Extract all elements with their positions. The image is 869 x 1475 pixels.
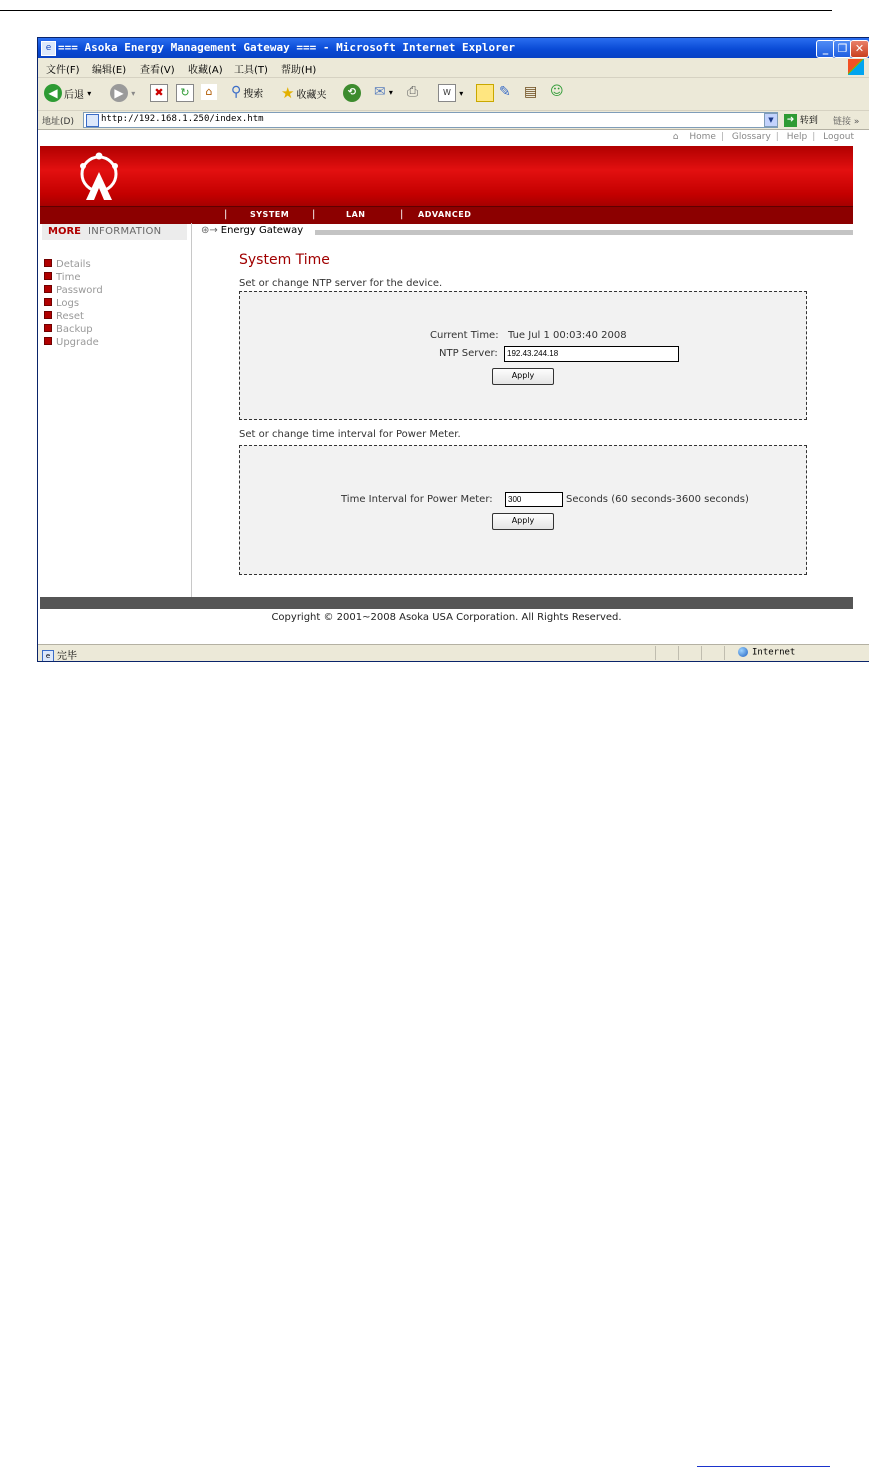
main-nav: | SYSTEM | LAN | ADVANCED [40,206,853,224]
link-glossary[interactable]: Glossary [731,132,771,142]
status-text: e 完毕 [42,647,77,662]
sidebar-item-upgrade[interactable]: Upgrade [44,336,103,349]
interval-hint: Seconds (60 seconds-3600 seconds) [566,494,749,505]
bullet-icon [44,311,52,319]
stop-icon: ✖ [150,84,168,102]
asoka-logo-icon [72,150,126,204]
menu-favorites[interactable]: 收藏(A) [188,65,223,76]
address-dropdown-icon[interactable]: ▼ [764,113,778,127]
nav-advanced[interactable]: ADVANCED [418,210,472,219]
menu-tools[interactable]: 工具(T) [234,65,268,76]
media-button[interactable] [524,84,537,104]
bullet-icon [44,324,52,332]
menu-view[interactable]: 查看(V) [140,65,175,76]
breadcrumb-arrow-icon: ⊛→ [201,225,218,236]
maximize-button[interactable]: ❐ [833,40,852,58]
header-banner [40,146,853,206]
links-button[interactable]: 链接 » [833,117,860,127]
link-logout[interactable]: Logout [823,132,854,142]
bullet-icon [44,298,52,306]
edit-button[interactable]: W ▾ [438,84,463,104]
bullet-icon [44,285,52,293]
interval-apply-button[interactable]: Apply [492,513,554,530]
sidebar-item-time[interactable]: Time [44,271,103,284]
window-title: === Asoka Energy Management Gateway === - Microsoft Internet Explorer [58,41,515,54]
history-button[interactable] [343,84,361,104]
breadcrumb: ⊛→ Energy Gateway [201,225,304,236]
research-button[interactable] [499,84,511,104]
page-done-icon: e [42,650,54,662]
nav-system[interactable]: SYSTEM [250,210,290,219]
sidebar-item-details[interactable]: Details [44,258,103,271]
back-arrow-icon: ◀ [44,84,62,102]
interval-description: Set or change time interval for Power Meter. [239,429,461,440]
refresh-button[interactable] [176,84,194,104]
page-icon [86,114,99,127]
address-input[interactable] [83,112,778,128]
home-small-icon: ⌂ [672,132,679,142]
address-url: http://192.168.1.250/index.htm [101,114,264,124]
browser-toolbar [38,78,869,111]
search-icon: ⚲ [231,84,242,100]
mail-button[interactable]: ✉ ▾ [374,84,393,100]
sidebar-item-reset[interactable]: Reset [44,310,103,323]
refresh-icon: ↻ [176,84,194,102]
windows-logo-icon [848,59,864,75]
ntp-server-label: NTP Server: [439,348,498,359]
go-button[interactable]: ➜ 转到 [784,113,818,127]
interval-input[interactable]: 300 [505,492,563,507]
top-links: ⌂ Home | Glossary | Help | Logout [672,132,854,142]
star-icon: ★ [281,84,295,102]
security-zone: Internet [738,647,795,658]
main-panel [192,223,853,597]
ntp-apply-button[interactable]: Apply [492,368,554,385]
status-bar [38,644,869,662]
sidebar-heading: MORE INFORMATION [42,224,187,240]
ntp-server-input[interactable]: 192.43.244.18 [504,346,679,362]
globe-icon [738,647,748,657]
current-time-label: Current Time: [430,330,499,341]
copyright-text: Copyright © 2001~2008 Asoka USA Corporation. All Rights Reserved. [271,612,622,623]
interval-panel [239,445,807,575]
mail-icon: ✉ [374,84,386,100]
messenger-button[interactable] [550,84,564,104]
discuss-button[interactable] [476,84,494,104]
sidebar-list [44,258,103,349]
bullet-icon [44,259,52,267]
address-bar [38,111,869,130]
sidebar-item-password[interactable]: Password [44,284,103,297]
breadcrumb-divider [315,230,853,235]
bullet-icon [44,337,52,345]
go-arrow-icon: ➜ [784,114,797,127]
print-button[interactable] [407,84,418,104]
home-icon: ⌂ [201,84,217,100]
document-top-rule [0,10,832,11]
back-button[interactable]: ◀ 后退 ▾ [44,84,91,104]
sidebar-item-backup[interactable]: Backup [44,323,103,336]
footer-bar [40,597,853,609]
word-icon: W [438,84,456,102]
window-titlebar[interactable] [38,38,869,58]
ie-page-icon: e [41,41,56,56]
forward-button[interactable]: ▶ ▾ [110,84,135,104]
menu-bar [38,58,869,78]
page-content [40,130,868,643]
search-button[interactable]: ⚲ 搜索 [231,84,264,100]
messenger-icon: ☺ [550,84,564,99]
menu-file[interactable]: 文件(F) [46,65,80,76]
favorites-button[interactable]: ★ 收藏夹 [281,84,327,102]
ntp-description: Set or change NTP server for the device. [239,278,443,289]
forward-arrow-icon: ▶ [110,84,128,102]
page-title: System Time [239,252,330,268]
menu-edit[interactable]: 编辑(E) [92,65,127,76]
nav-lan[interactable]: LAN [346,210,366,219]
sidebar [40,223,192,597]
document-link-underline [697,1466,830,1467]
close-button[interactable]: ✕ [850,40,869,58]
sidebar-item-logs[interactable]: Logs [44,297,103,310]
note-icon [476,84,494,102]
link-help[interactable]: Help [786,132,808,142]
bullet-icon [44,272,52,280]
browser-window [37,37,869,662]
minimize-button[interactable]: _ [816,40,835,58]
current-time-value: Tue Jul 1 00:03:40 2008 [508,330,627,341]
print-icon: ⎙ [407,84,419,100]
home-button[interactable] [201,84,217,104]
stop-button[interactable] [150,84,168,104]
address-label: 地址(D) [42,117,74,127]
interval-label: Time Interval for Power Meter: [341,494,493,505]
pen-icon: ✎ [499,84,511,100]
link-home[interactable]: Home [689,132,716,142]
history-icon: ⟲ [343,84,361,102]
book-icon: ▤ [524,84,538,100]
ntp-panel [239,291,807,420]
menu-help[interactable]: 帮助(H) [281,65,317,76]
